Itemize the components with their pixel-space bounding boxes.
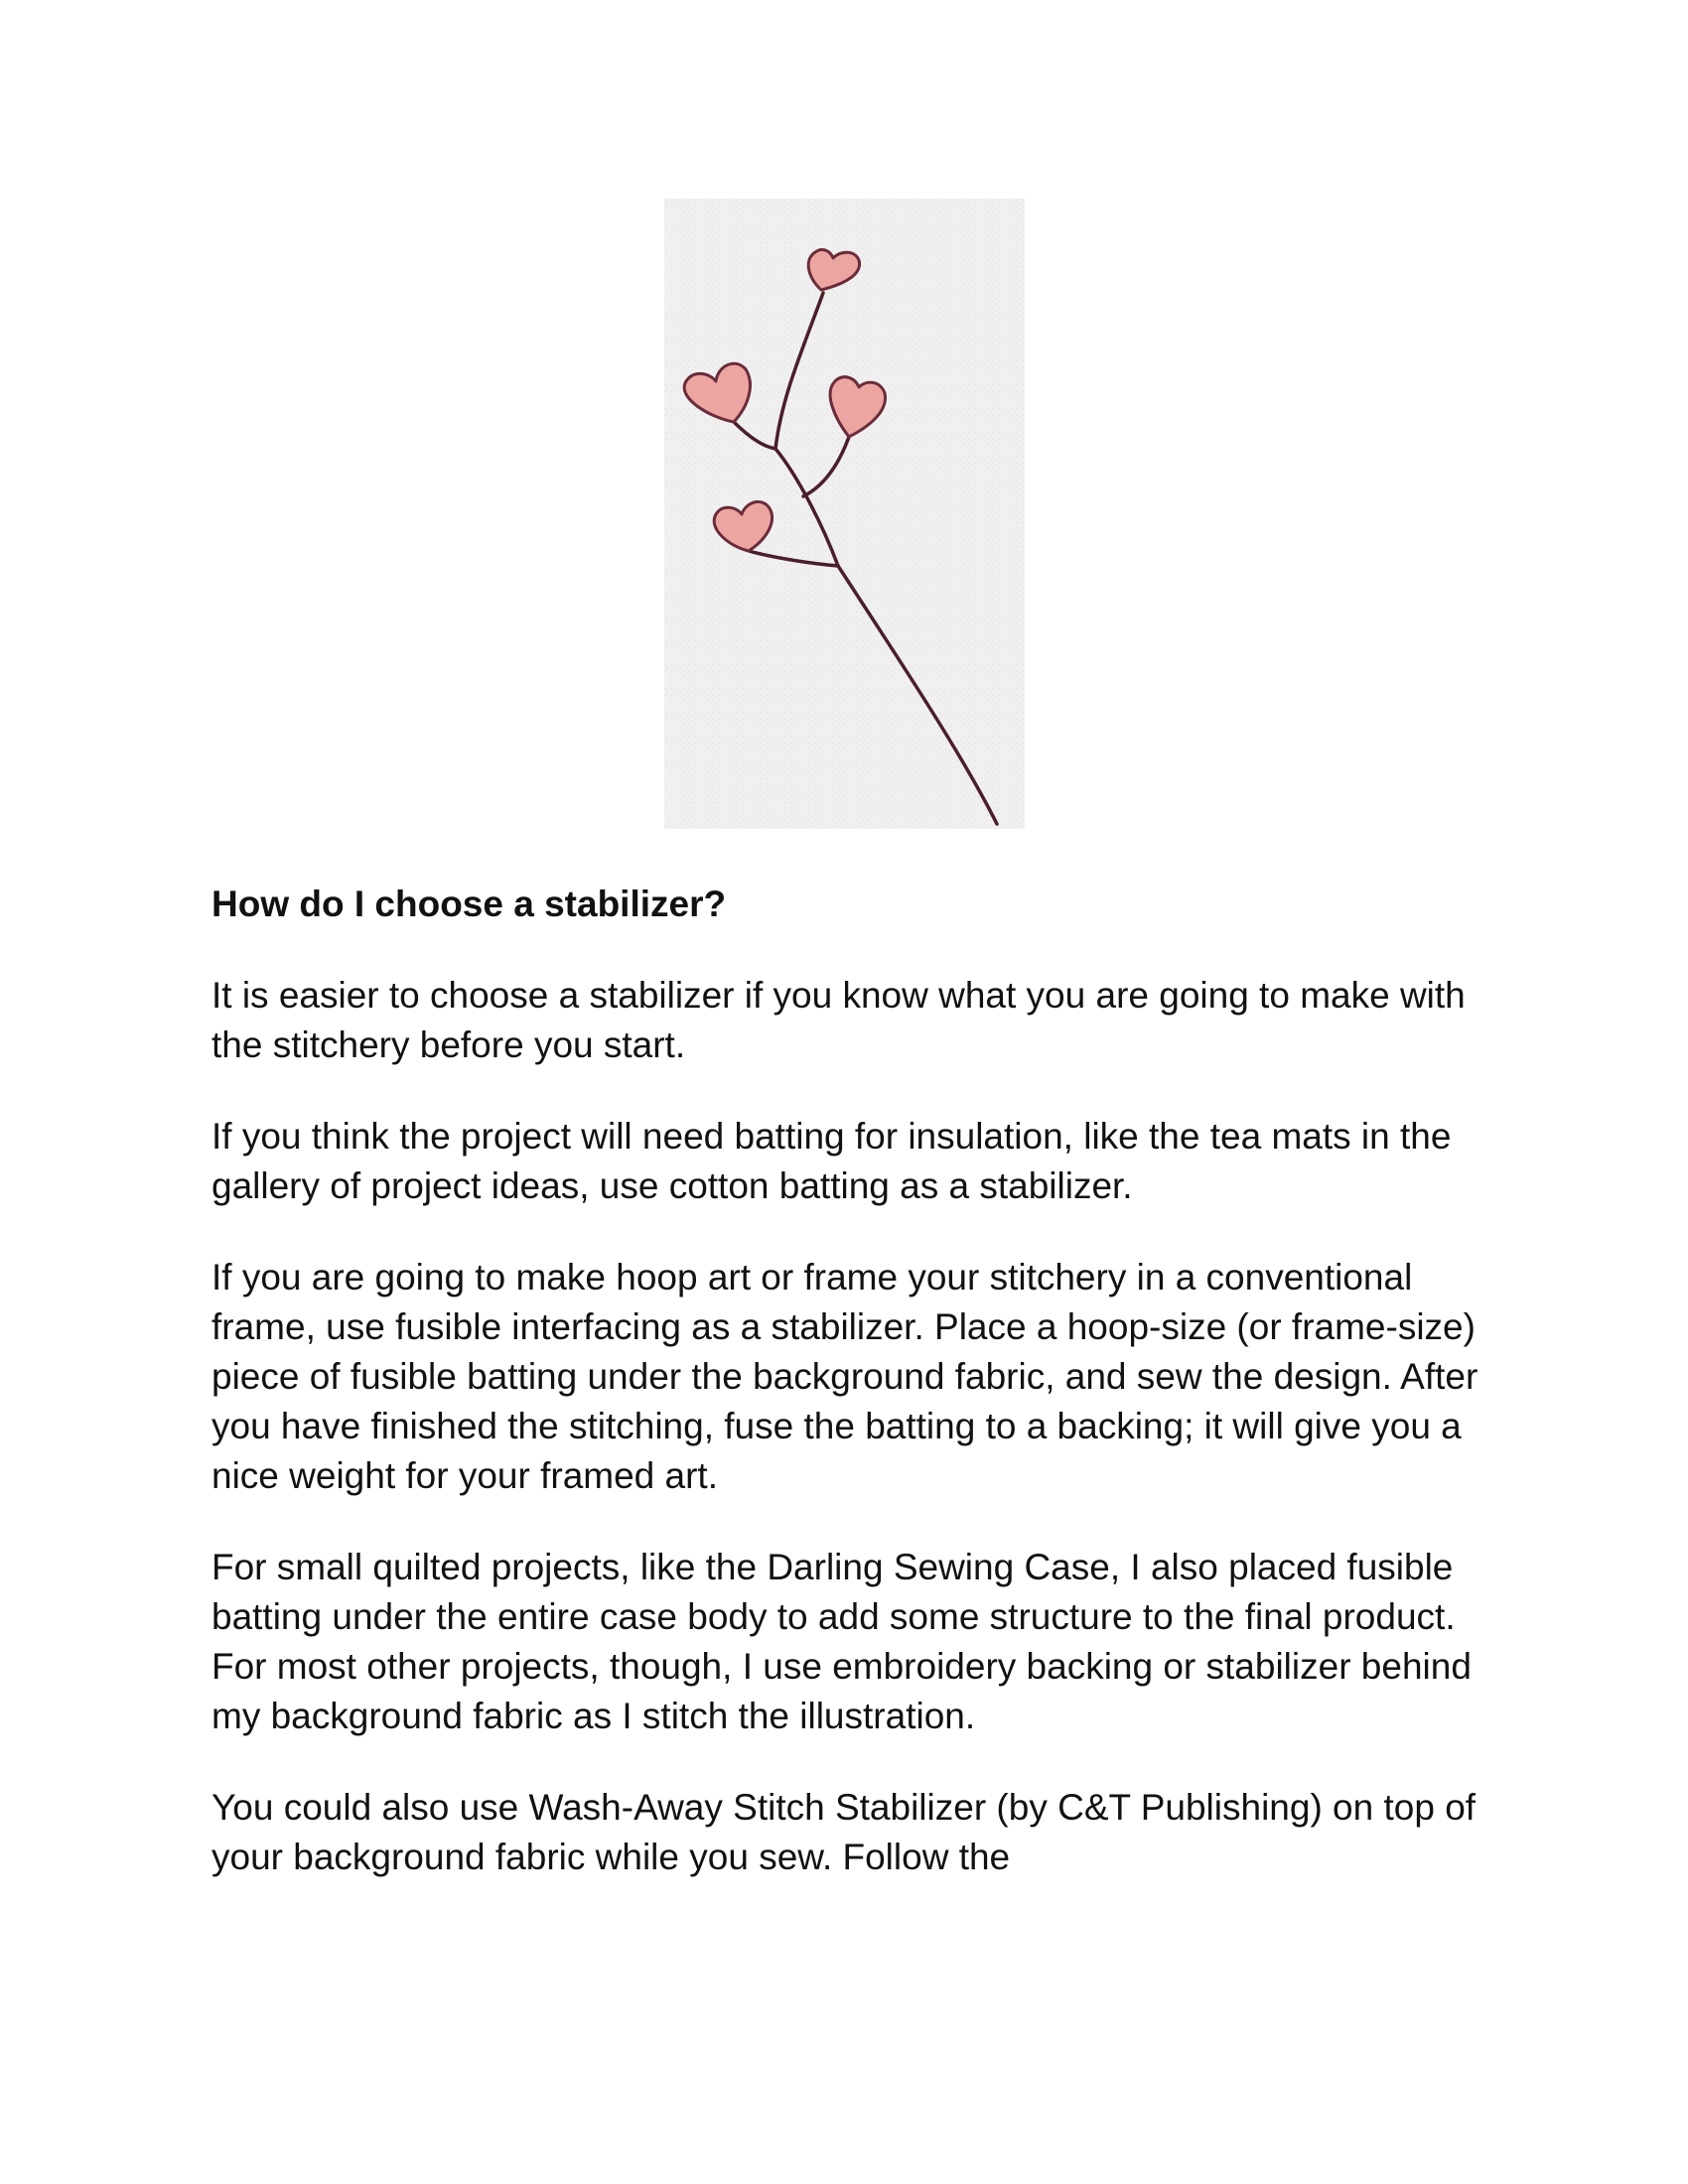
paragraph-5: You could also use Wash-Away Stitch Stabilizer (by C&T Publishing) on top of your background fabric while you sew. Follow the [211, 1787, 1477, 1877]
article-content [211, 880, 1502, 1924]
paragraph-3: If you are going to make hoop art or frame your stitchery in a conventional frame, use fusible interfacing as a stabilizer. Place a hoop-size (or frame-size) piece of fusible batting under the background fabric, and sew the design. After you have finished the stitching, fuse the batting to a backing; it will give you a nice weight for your framed art. [211, 1257, 1478, 1496]
paragraph-4: For small quilted projects, like the Darling Sewing Case, I also placed fusible batting under the entire case body to add some structure to the final product. For most other projects, though, I use embroidery backing or stabilizer behind my background fabric as I stitch the illustration. [211, 1547, 1472, 1736]
flower-sprig-illustration [664, 199, 1025, 829]
paragraph-2: If you think the project will need batting for insulation, like the tea mats in the gallery of project ideas, use cotton batting as a stabilizer. [211, 1116, 1452, 1206]
paragraph-1: It is easier to choose a stabilizer if you know what you are going to make with the stitchery before you start. [211, 975, 1466, 1065]
flower-sprig-icon [664, 199, 1025, 829]
section-heading: How do I choose a stabilizer? [211, 884, 727, 924]
